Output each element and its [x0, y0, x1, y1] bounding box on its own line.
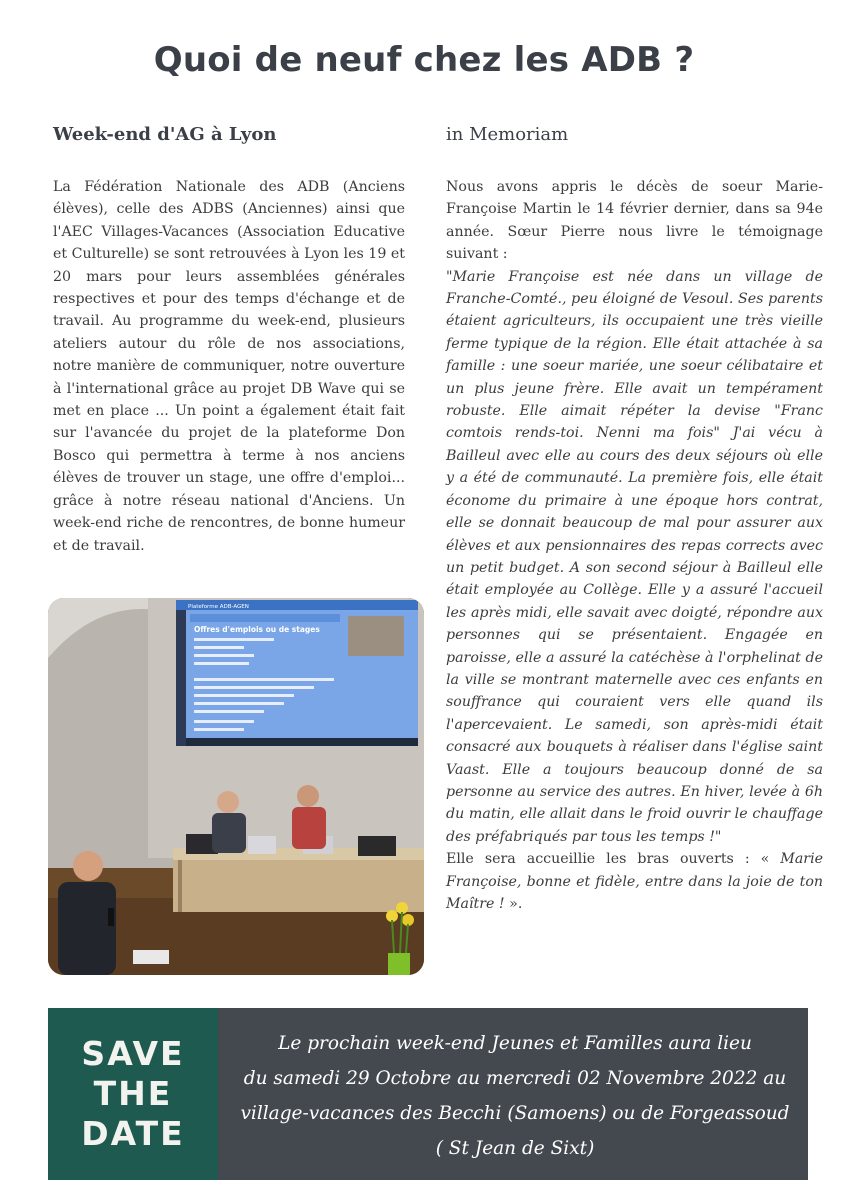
memoriam-testimony: "Marie Françoise est née dans un village de Franche-Comté., peu éloigné de Vesoul. Ses parents étaient agriculteurs, ils occupaient une très vieille ferme typique de la région. Elle était attachée à sa famille : une soeur mariée, une soeur célibataire et un plus jeune frère. Elle avait un tempérament robuste. Elle aimait répéter la devise "Franc comtois rends-toi. Nenni ma fois" J'ai vécu à Bailleul avec elle au cours des deux séjours où elle y a été de communauté. La première fois, elle était économe du primaire à une époque hors contrat, elle se donnait beaucoup de mal pour assurer aux élèves et aux pensionnaires des repas corrects avec un petit budget. A son second séjour à Bailleul elle était employée au Collège. Elle y a assuré l'accueil les après midi, elle savait avec doigté, répondre aux personnes qui se présentaient. Engagée en paroisse, elle a assuré la catéchèse à l'orphelinat de la ville se montrant maternelle avec ces enfants en souffrance qui couraient vers elle quand ils l'apercevaient. Le samedi, son après-midi était consacré aux bouquets à réaliser dans l'église saint Vaast. Elle a toujours beaucoup donné de sa personne au service des autres. En hiver, levée à 6h du matin, elle allait dans le froid ouvrir le chauffage des préfabriqués par tous les temps !": [446, 268, 823, 845]
save-text: SAVE: [81, 1034, 185, 1073]
event-line-1: Le prochain week-end Jeunes et Familles aura lieu: [278, 1033, 752, 1054]
screen-header-text: Plateforme ADB-AGEN: [188, 604, 249, 610]
event-announcement: [232, 1026, 798, 1166]
chalkboard-panel: [48, 1008, 218, 1180]
date-text: DATE: [81, 1114, 185, 1153]
save-the-date-label: [48, 1034, 218, 1154]
screen-title-text: Offres d'emplois ou de stages: [194, 625, 320, 634]
the-text: THE: [93, 1074, 173, 1113]
closing-suffix: ».: [504, 896, 523, 912]
memoriam-closing: [446, 848, 823, 915]
closing-prefix: Elle sera accueillie les bras ouverts : «: [446, 851, 781, 868]
event-line-2: du samedi 29 Octobre au mercredi 02 Novembre 2022 au: [243, 1068, 787, 1089]
lyon-heading: Week-end d'AG à Lyon: [53, 124, 277, 145]
memoriam-intro: Nous avons appris le décès de soeur Marie-Françoise Martin le 14 février dernier, dans sa 94e année. Sœur Pierre nous livre le témoignage suivant :: [446, 179, 823, 263]
event-line-3: village-vacances des Becchi (Samoens) ou de Forgeassoud: [240, 1103, 790, 1124]
lyon-article-body: La Fédération Nationale des ADB (Anciens élèves), celle des ADBS (Anciennes) ainsi que l'AEC Villages-Vacances (Association Educative et Culturelle) se sont retrouvées à Lyon les 19 et 20 mars pour leurs assemblées générales respectives et pour des temps d'échange et de travail. Au programme du week-end, plusieurs ateliers autour du rôle de nos associations, notre manière de communiquer, notre ouverture à l'international grâce au projet DB Wave qui se met en place ... Un point a également était fait sur l'avancée du projet de la plateforme Don Bosco qui permettra à terme à nos anciens élèves de trouver un stage, une offre d'emploi... grâce à notre réseau national d'Anciens. Un week-end riche de rencontres, de bonne humeur et de travail.: [53, 179, 405, 554]
save-the-date-banner: [48, 1008, 808, 1180]
page-title: Quoi de neuf chez les ADB ?: [153, 40, 695, 80]
memoriam-heading: in Memoriam: [446, 124, 569, 145]
right-column: [446, 124, 823, 915]
closing-quote: Marie Françoise, bonne et fidèle, entre dans la joie de ton Maître !: [446, 851, 823, 912]
event-line-4: ( St Jean de Sixt): [435, 1138, 595, 1159]
conference-photo-illustration: [48, 598, 424, 975]
left-column: [53, 124, 405, 557]
conference-photo: [48, 598, 424, 975]
